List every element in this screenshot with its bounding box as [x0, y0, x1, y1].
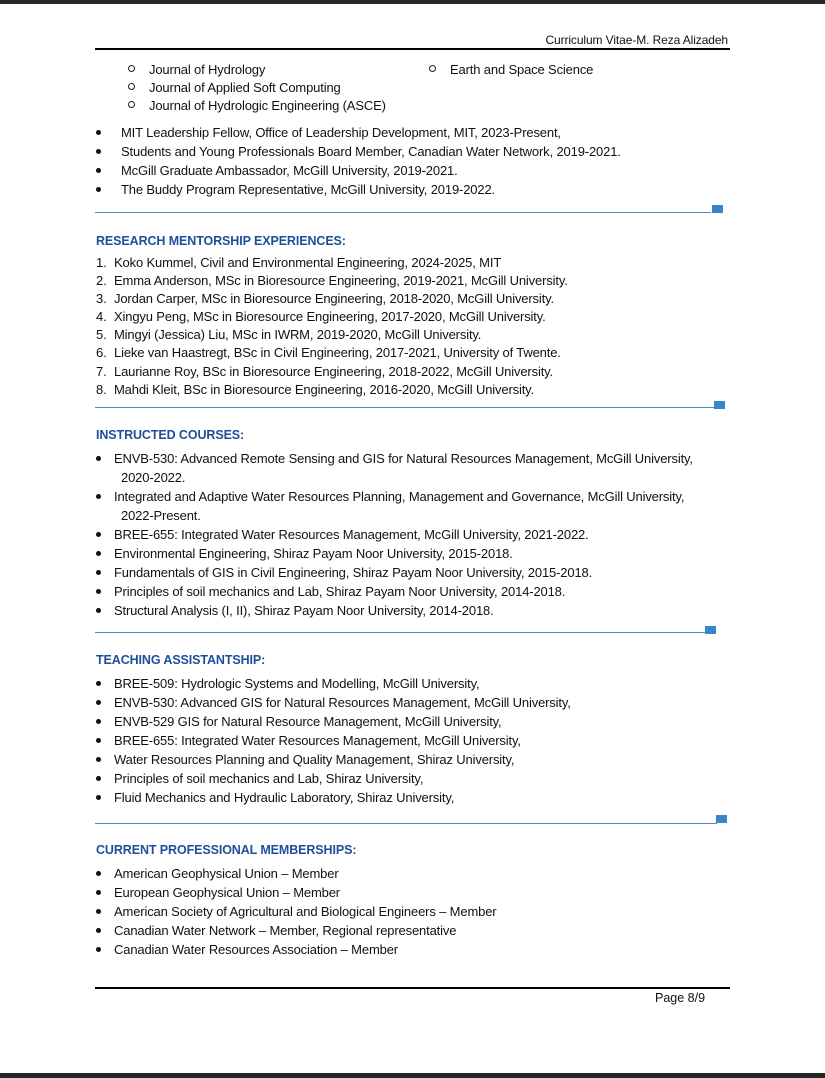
list-item: Canadian Water Network – Member, Regional representative — [96, 921, 496, 940]
divider-marker — [705, 626, 716, 634]
bullet-icon — [96, 776, 101, 781]
ta-list — [96, 674, 571, 807]
page-number: Page 8/9 — [655, 991, 706, 1005]
list-item: BREE-655: Integrated Water Resources Management, McGill University, 2021-2022. — [96, 525, 693, 544]
bullet-icon — [96, 168, 101, 173]
divider-marker — [716, 815, 727, 823]
list-item: Integrated and Adaptive Water Resources Planning, Management and Governance, McGill University, 2022-Present. — [96, 487, 693, 525]
section-divider — [95, 407, 715, 408]
hollow-bullet-icon — [128, 101, 135, 108]
bullet-icon — [96, 608, 101, 613]
journal-item: Journal of Applied Soft Computing — [128, 80, 341, 95]
hollow-bullet-icon — [429, 65, 436, 72]
list-item: ENVB-530: Advanced Remote Sensing and GIS for Natural Resources Management, McGill University, 2020-2022. — [96, 449, 693, 487]
bullet-icon — [96, 928, 101, 933]
list-item: Water Resources Planning and Quality Management, Shiraz University, — [96, 750, 571, 769]
bullet-icon — [96, 532, 101, 537]
list-item: 7. Laurianne Roy, BSc in Bioresource Engineering, 2018-2022, McGill University. — [96, 363, 554, 379]
list-item: MIT Leadership Fellow, Office of Leadership Development, MIT, 2023-Present, — [96, 123, 621, 142]
section-divider — [95, 632, 707, 633]
bullet-icon — [96, 494, 101, 499]
list-item: 1. Koko Kummel, Civil and Environmental Engineering, 2024-2025, MIT — [96, 255, 502, 270]
list-item: McGill Graduate Ambassador, McGill University, 2019-2021. — [96, 161, 621, 180]
divider-marker — [712, 205, 723, 213]
list-item: Fundamentals of GIS in Civil Engineering, Shiraz Payam Noor University, 2015-2018. — [96, 563, 693, 582]
list-item: 2. Emma Anderson, MSc in Bioresource Engineering, 2019-2021, McGill University. — [96, 273, 568, 289]
list-item: Environmental Engineering, Shiraz Payam Noor University, 2015-2018. — [96, 544, 693, 563]
list-item: Students and Young Professionals Board Member, Canadian Water Network, 2019-2021. — [96, 142, 621, 161]
viewer-top-bar — [0, 0, 825, 4]
journal-item: Journal of Hydrologic Engineering (ASCE) — [128, 98, 386, 113]
hollow-bullet-icon — [128, 65, 135, 72]
list-item: Principles of soil mechanics and Lab, Shiraz Payam Noor University, 2014-2018. — [96, 582, 693, 601]
list-item: ENVB-530: Advanced GIS for Natural Resources Management, McGill University, — [96, 693, 571, 712]
list-item: BREE-509: Hydrologic Systems and Modelling, McGill University, — [96, 674, 571, 693]
section-title-ta: TEACHING ASSISTANTSHIP: — [96, 653, 266, 667]
bullet-icon — [96, 456, 101, 461]
bullet-icon — [96, 570, 101, 575]
bullet-icon — [96, 681, 101, 686]
list-item: Fluid Mechanics and Hydraulic Laboratory, Shiraz University, — [96, 788, 571, 807]
section-title-courses: INSTRUCTED COURSES: — [96, 428, 245, 442]
list-item: ENVB-529 GIS for Natural Resource Management, McGill University, — [96, 712, 571, 731]
bullet-icon — [96, 795, 101, 800]
list-item: 3. Jordan Carper, MSc in Bioresource Engineering, 2018-2020, McGill University. — [96, 291, 554, 307]
memberships-list — [96, 864, 496, 959]
bullet-icon — [96, 738, 101, 743]
footer-rule — [95, 987, 730, 989]
list-item: Principles of soil mechanics and Lab, Shiraz University, — [96, 769, 571, 788]
list-item: Structural Analysis (I, II), Shiraz Payam Noor University, 2014-2018. — [96, 601, 693, 620]
bullet-icon — [96, 890, 101, 895]
journal-item: Earth and Space Science — [429, 62, 593, 77]
section-divider — [95, 212, 711, 213]
bullet-icon — [96, 551, 101, 556]
running-header: Curriculum Vitae-M. Reza Alizadeh — [545, 33, 728, 47]
bullet-icon — [96, 757, 101, 762]
list-item: American Geophysical Union – Member — [96, 864, 496, 883]
bullet-icon — [96, 149, 101, 154]
list-item: 8. Mahdi Kleit, BSc in Bioresource Engineering, 2016-2020, McGill University. — [96, 381, 535, 397]
list-item: European Geophysical Union – Member — [96, 883, 496, 902]
list-item: 6. Lieke van Haastregt, BSc in Civil Engineering, 2017-2021, University of Twente. — [96, 345, 561, 361]
journal-item: Journal of Hydrology — [128, 62, 265, 77]
list-item: 4. Xingyu Peng, MSc in Bioresource Engineering, 2017-2020, McGill University. — [96, 309, 546, 325]
courses-list — [96, 449, 693, 620]
bullet-icon — [96, 130, 101, 135]
hollow-bullet-icon — [128, 83, 135, 90]
viewer-bottom-bar — [0, 1073, 825, 1078]
section-divider — [95, 823, 717, 824]
bullet-icon — [96, 909, 101, 914]
list-item: Canadian Water Resources Association – Member — [96, 940, 496, 959]
list-item: BREE-655: Integrated Water Resources Management, McGill University, — [96, 731, 571, 750]
list-item: The Buddy Program Representative, McGill University, 2019-2022. — [96, 180, 621, 199]
bullet-icon — [96, 871, 101, 876]
list-item: 5. Mingyi (Jessica) Liu, MSc in IWRM, 2019-2020, McGill University. — [96, 327, 482, 343]
section-title-mentorship: RESEARCH MENTORSHIP EXPERIENCES: — [96, 234, 346, 248]
divider-marker — [714, 401, 725, 409]
bullet-icon — [96, 589, 101, 594]
bullet-icon — [96, 947, 101, 952]
mentorship-list — [96, 254, 568, 399]
bullet-icon — [96, 700, 101, 705]
list-item: American Society of Agricultural and Biological Engineers – Member — [96, 902, 496, 921]
bullet-icon — [96, 719, 101, 724]
header-rule — [95, 48, 730, 50]
service-list — [96, 123, 621, 199]
section-title-memberships: CURRENT PROFESSIONAL MEMBERSHIPS: — [96, 843, 357, 857]
bullet-icon — [96, 187, 101, 192]
